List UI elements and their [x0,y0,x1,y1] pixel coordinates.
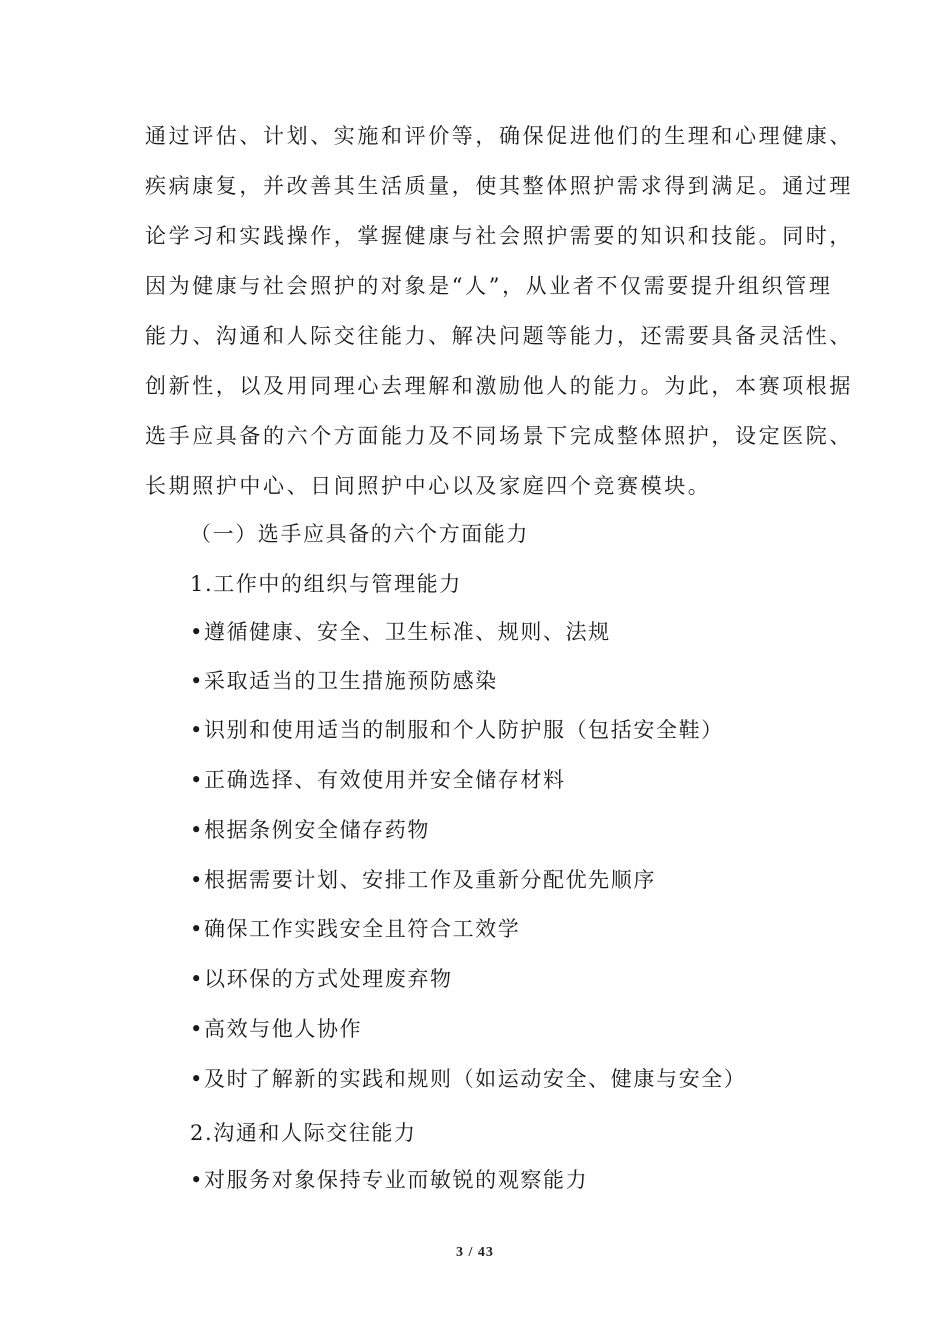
list-item: •根据条例安全储存药物 [190,818,430,842]
list-item: •正确选择、有效使用并安全储存材料 [190,768,566,792]
section-heading: （一）选手应具备的六个方面能力 [190,522,529,546]
paragraph-line: 因为健康与社会照护的对象是“人”，从业者不仅需要提升组织管理 [145,274,833,298]
list-item: •及时了解新的实践和规则（如运动安全、健康与安全） [190,1067,747,1091]
paragraph-line: 通过评估、计划、实施和评价等，确保促进他们的生理和心理健康、 [145,124,853,148]
list-item: •高效与他人协作 [190,1017,363,1041]
list-item: •以环保的方式处理废弃物 [190,967,453,991]
list-item: •根据需要计划、安排工作及重新分配优先顺序 [190,868,656,892]
subsection-heading-2: 2.沟通和人际交往能力 [190,1121,417,1145]
paragraph-line: 长期照护中心、日间照护中心以及家庭四个竞赛模块。 [145,474,712,498]
list-item: •确保工作实践安全且符合工效学 [190,917,521,941]
paragraph-line: 疾病康复，并改善其生活质量，使其整体照护需求得到满足。通过理 [145,174,853,198]
paragraph-line: 选手应具备的六个方面能力及不同场景下完成整体照护，设定医院、 [145,424,853,448]
list-item: •采取适当的卫生措施预防感染 [190,669,498,693]
list-item: •对服务对象保持专业而敏锐的观察能力 [190,1168,589,1192]
paragraph-line: 论学习和实践操作，掌握健康与社会照护需要的知识和技能。同时， [145,224,853,248]
list-item: •遵循健康、安全、卫生标准、规则、法规 [190,620,611,644]
paragraph-line: 创新性，以及用同理心去理解和激励他人的能力。为此，本赛项根据 [145,374,853,398]
subsection-heading-1: 1.工作中的组织与管理能力 [190,572,462,596]
paragraph-line: 能力、沟通和人际交往能力、解决问题等能力，还需要具备灵活性、 [145,324,853,348]
list-item: •识别和使用适当的制服和个人防护服（包括安全鞋） [190,718,724,742]
page-number: 3 / 43 [456,1245,494,1260]
